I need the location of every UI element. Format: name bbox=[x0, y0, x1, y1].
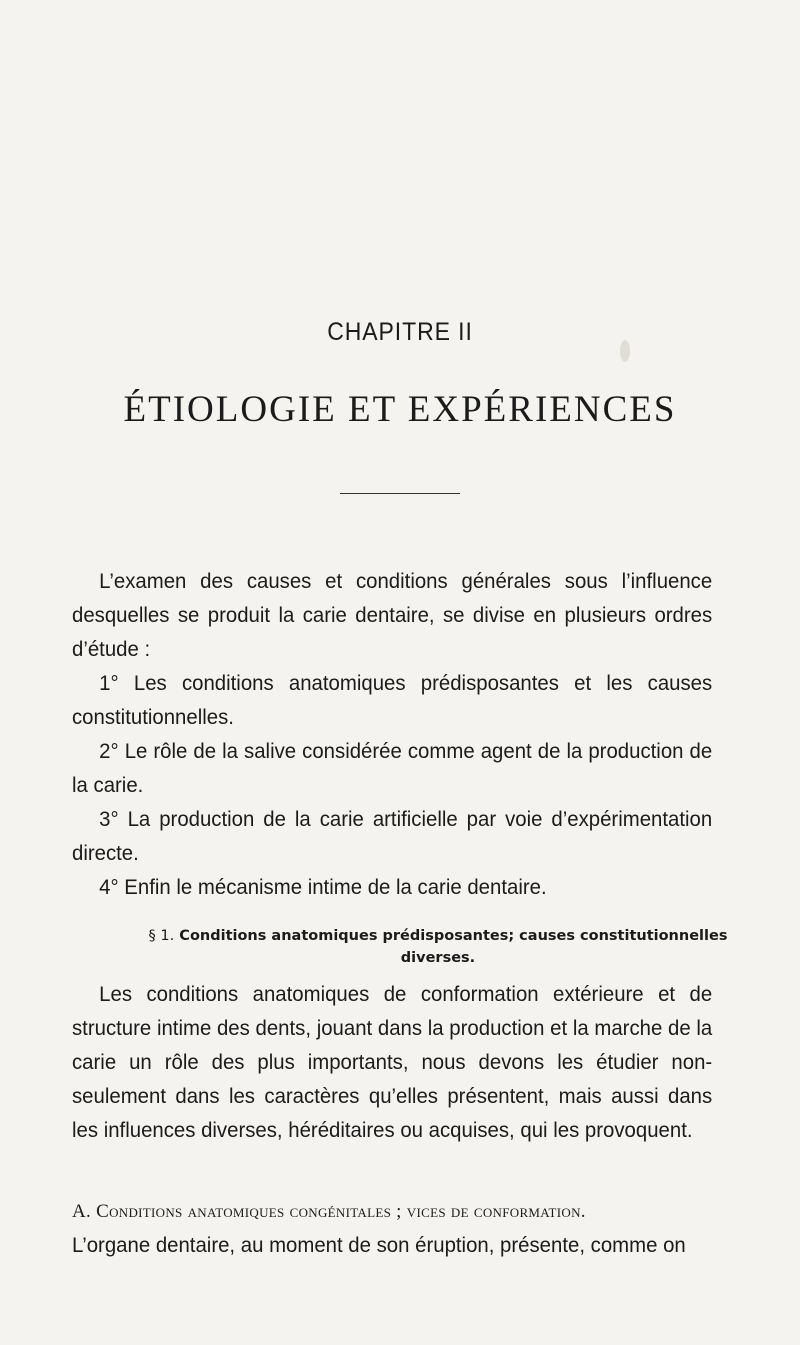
intro-paragraph: L’examen des causes et conditions générales sous l’influence desquelles se produit la carie dentaire, se divise en plusieurs ordres d’étude : bbox=[72, 570, 713, 661]
list-item: 3° La production de la carie artificielle par voie d’expérimentation directe. bbox=[72, 808, 713, 865]
intro-block bbox=[72, 565, 712, 905]
section-symbol: § 1. bbox=[148, 928, 175, 944]
list-item: 4° Enfin le mécanisme intime de la carie dentaire. bbox=[99, 876, 547, 899]
subsection-text: L’organe dentaire, au moment de son éruption, présente, comme on bbox=[72, 1234, 686, 1257]
subsection-heading: A. Conditions anatomiques congénitales ; vices de conformation. bbox=[72, 1201, 586, 1222]
list-item: 1° Les conditions anatomiques prédisposantes et les causes constitutionnelles. bbox=[72, 672, 713, 729]
title-divider bbox=[340, 493, 460, 494]
list-item: 2° Le rôle de la salive considérée comme agent de la production de la carie. bbox=[72, 740, 713, 797]
chapter-label: CHAPITRE II bbox=[327, 318, 473, 346]
chapter-title: ÉTIOLOGIE ET EXPÉRIENCES bbox=[123, 389, 677, 430]
section-heading-text: Conditions anatomiques prédisposantes; causes constitutionnelles diverses. bbox=[179, 928, 728, 966]
section-heading bbox=[148, 925, 728, 969]
body-paragraph: Les conditions anatomiques de conformation extérieure et de structure intime des dents, jouant dans la production et la marche de la carie un rôle des plus importants, nous devons les étudier non-seulement dans les caractères qu’elles présentent, mais aussi dans les influences diverses, héréditaires ou acquises, qui les provoquent. bbox=[72, 983, 713, 1142]
section-body bbox=[72, 978, 712, 1148]
